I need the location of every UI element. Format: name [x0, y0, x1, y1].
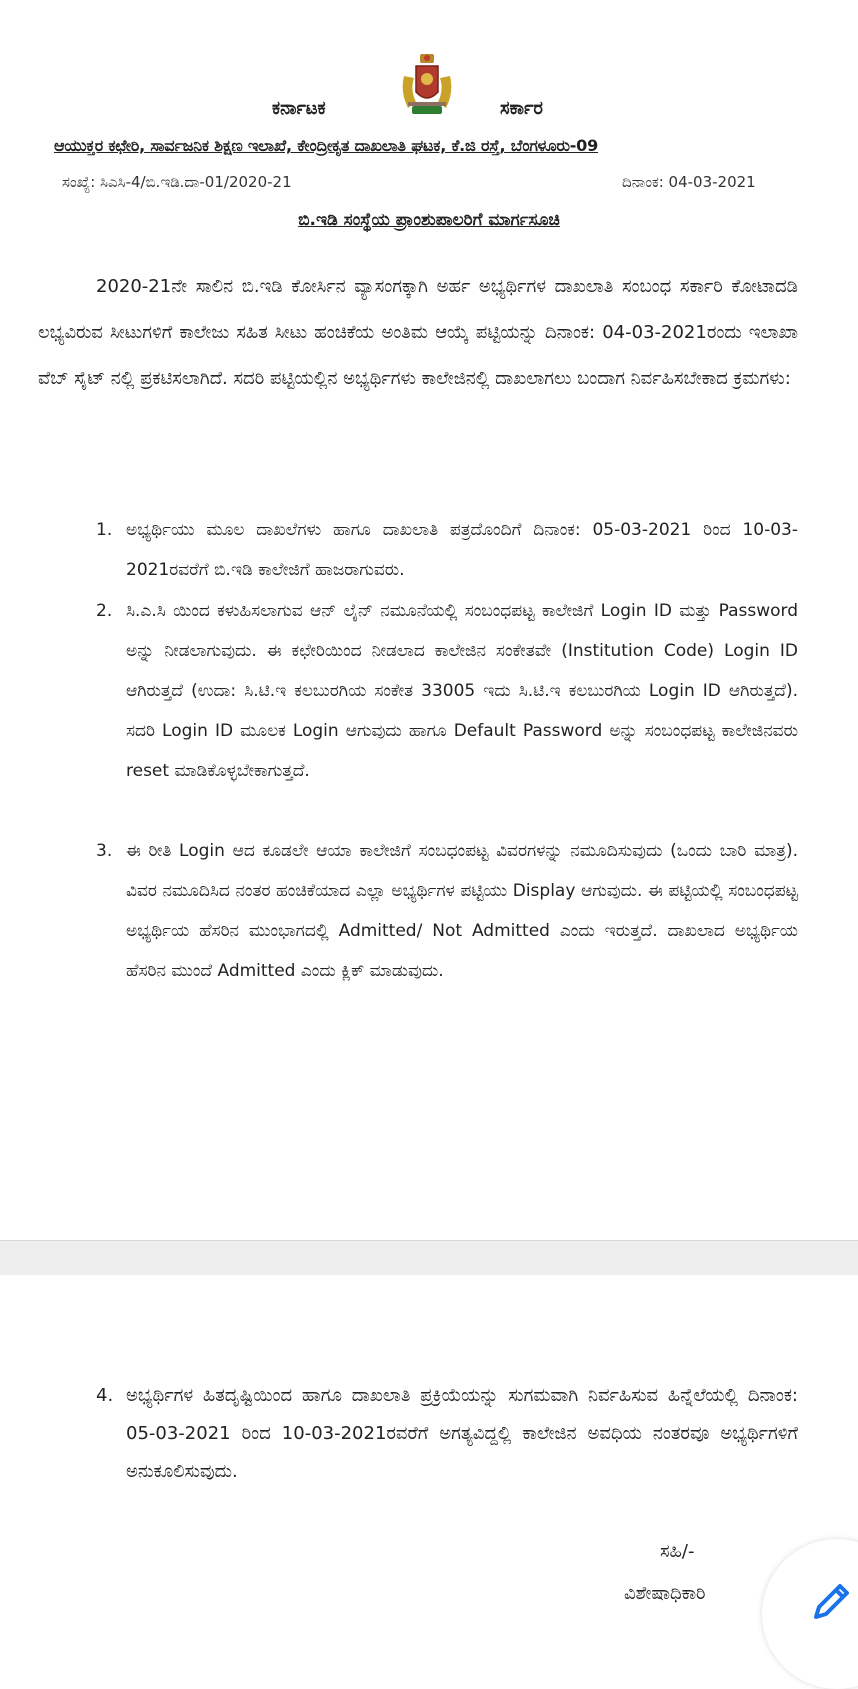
karnataka-emblem-icon: [398, 52, 456, 118]
document-title: ಬಿ.ಇಡಿ ಸಂಸ್ಥೆಯ ಪ್ರಾಂಶುಪಾಲರಿಗೆ ಮಾರ್ಗಸೂಚಿ: [298, 210, 560, 230]
list-item-text: ಅಭ್ಯರ್ಥಿಗಳ ಹಿತದೃಷ್ಟಿಯಿಂದ ಹಾಗೂ ದಾಖಲಾತಿ ಪ್ರಕ್ರಿಯೆಯನ್ನು ಸುಗಮವಾಗಿ ನಿರ್ವಹಿಸುವ ಹಿನ್ನೆಲೆಯಲ್ಲಿ ದಿನಾಂಕ: 05-03-2021 ರಿಂದ 10-03-2021ರವರೆಗೆ ಅಗತ್ಯವಿದ್ದಲ್ಲಿ ಕಾಲೇಜಿನ ಅವಧಿಯ ನಂತರವೂ ಅಭ್ಯರ್ಥಿಗಳಿಗೆ ಅನುಕೂಲಿಸುವುದು.: [126, 1385, 798, 1482]
list-item-number: 1.: [96, 520, 113, 540]
list-item-text: ಈ ರೀತಿ Login ಆದ ಕೂಡಲೇ ಆಯಾ ಕಾಲೇಜಿಗೆ ಸಂಬಧಂಪಟ್ಟ ವಿವರಗಳನ್ನು ನಮೂದಿಸುವುದು (ಒಂದು ಬಾರಿ ಮಾತ್ರ). ವಿವರ ನಮೂದಿಸಿದ ನಂತರ ಹಂಚಿಕೆಯಾದ ಎಲ್ಲಾ ಅಭ್ಯರ್ಥಿಗಳ ಪಟ್ಟಿಯು Display ಆಗುವುದು. ಈ ಪಟ್ಟಿಯಲ್ಲಿ ಸಂಬಂಧಪಟ್ಟ ಅಭ್ಯರ್ಥಿಯ ಹೆಸರಿನ ಮುಂಭಾಗದಲ್ಲಿ Admitted/ Not Admitted ಎಂದು ಇರುತ್ತದೆ. ದಾಖಲಾದ ಅಭ್ಯರ್ಥಿಯ ಹೆಸರಿನ ಮುಂದೆ Admitted ಎಂದು ಕ್ಲಿಕ್ ಮಾಡುವುದು.: [126, 841, 798, 981]
state-name-right: ಸರ್ಕಾರ: [500, 98, 543, 119]
list-item-text: ಅಭ್ಯರ್ಥಿಯು ಮೂಲ ದಾಖಲೆಗಳು ಹಾಗೂ ದಾಖಲಾತಿ ಪತ್ರದೊಂದಿಗೆ ದಿನಾಂಕ: 05-03-2021 ರಿಂದ 10-03-2021ರವರೆಗೆ ಬಿ.ಇಡಿ ಕಾಲೇಜಿಗೆ ಹಾಜರಾಗುವರು.: [126, 520, 798, 580]
pencil-edit-icon: [810, 1579, 854, 1623]
state-name-left: ಕರ್ನಾಟಕ: [272, 98, 326, 119]
page-separator: [0, 1240, 858, 1276]
intro-paragraph: 2020-21ನೇ ಸಾಲಿನ ಬಿ.ಇಡಿ ಕೋರ್ಸಿನ ವ್ಯಾಸಂಗಕ್ಕಾಗಿ ಅರ್ಹ ಅಭ್ಯರ್ಥಿಗಳ ದಾಖಲಾತಿ ಸಂಬಂಧ ಸರ್ಕಾರಿ ಕೋಟಾದಡಿ ಲಭ್ಯವಿರುವ ಸೀಟುಗಳಿಗೆ ಕಾಲೇಜು ಸಹಿತ ಸೀಟು ಹಂಚಿಕೆಯ ಅಂತಿಮ ಆಯ್ಕೆ ಪಟ್ಟಿಯನ್ನು ದಿನಾಂಕ: 04-03-2021ರಂದು ಇಲಾಖಾ ವೆಬ್ ಸೈಟ್ ನಲ್ಲಿ ಪ್ರಕಟಿಸಲಾಗಿದೆ. ಸದರಿ ಪಟ್ಟಿಯಲ್ಲಿನ ಅಭ್ಯರ್ಥಿಗಳು ಕಾಲೇಜಿನಲ್ಲಿ ದಾಖಲಾಗಲು ಬಂದಾಗ ನಿರ್ವಹಿಸಬೇಕಾದ ಕ್ರಮಗಳು:: [38, 276, 798, 389]
signature-mark: ಸಹಿ/-: [660, 1541, 695, 1562]
signatory-title: ವಿಶೇಷಾಧಿಕಾರಿ: [624, 1583, 706, 1604]
office-address: ಆಯುಕ್ತರ ಕಛೇರಿ, ಸಾರ್ವಜನಿಕ ಶಿಕ್ಷಣ ಇಲಾಖೆ, ಕೇಂದ್ರೀಕೃತ ದಾಖಲಾತಿ ಘಟಕ, ಕೆ.ಜಿ ರಸ್ತೆ, ಬೆಂಗಳೂರು-09: [54, 136, 599, 155]
list-item-text: ಸಿ.ಎ.ಸಿ ಯಿಂದ ಕಳುಹಿಸಲಾಗುವ ಆನ್ ಲೈನ್ ನಮೂನೆಯಲ್ಲಿ ಸಂಬಂಧಪಟ್ಟ ಕಾಲೇಜಿಗೆ Login ID ಮತ್ತು Password ಅನ್ನು ನೀಡಲಾಗುವುದು. ಈ ಕಛೇರಿಯಿಂದ ನೀಡಲಾದ ಕಾಲೇಜಿನ ಸಂಕೇತವೇ (Institution Code) Login ID ಆಗಿರುತ್ತದೆ (ಉದಾ: ಸಿ.ಟಿ.ಇ ಕಲಬುರಗಿಯ ಸಂಕೇತ 33005 ಇದು ಸಿ.ಟಿ.ಇ ಕಲಬುರಗಿಯ Login ID ಆಗಿರುತ್ತದೆ). ಸದರಿ Login ID ಮೂಲಕ Login ಆಗುವುದು ಹಾಗೂ Default Password ಅನ್ನು ಸಂಬಂಧಪಟ್ಟ ಕಾಲೇಜಿನವರು reset ಮಾಡಿಕೊಳ್ಳಬೇಕಾಗುತ್ತದೆ.: [126, 601, 798, 781]
document-date: ದಿನಾಂಕ: 04-03-2021: [622, 173, 756, 191]
list-item-number: 2.: [96, 601, 113, 621]
reference-number: ಸಂಖ್ಯೆ: ಸಿಎಸಿ-4/ಬಿ.ಇಡಿ.ದಾ-01/2020-21: [62, 173, 292, 191]
list-item-number: 3.: [96, 841, 113, 861]
list-item-number: 4.: [96, 1385, 114, 1406]
